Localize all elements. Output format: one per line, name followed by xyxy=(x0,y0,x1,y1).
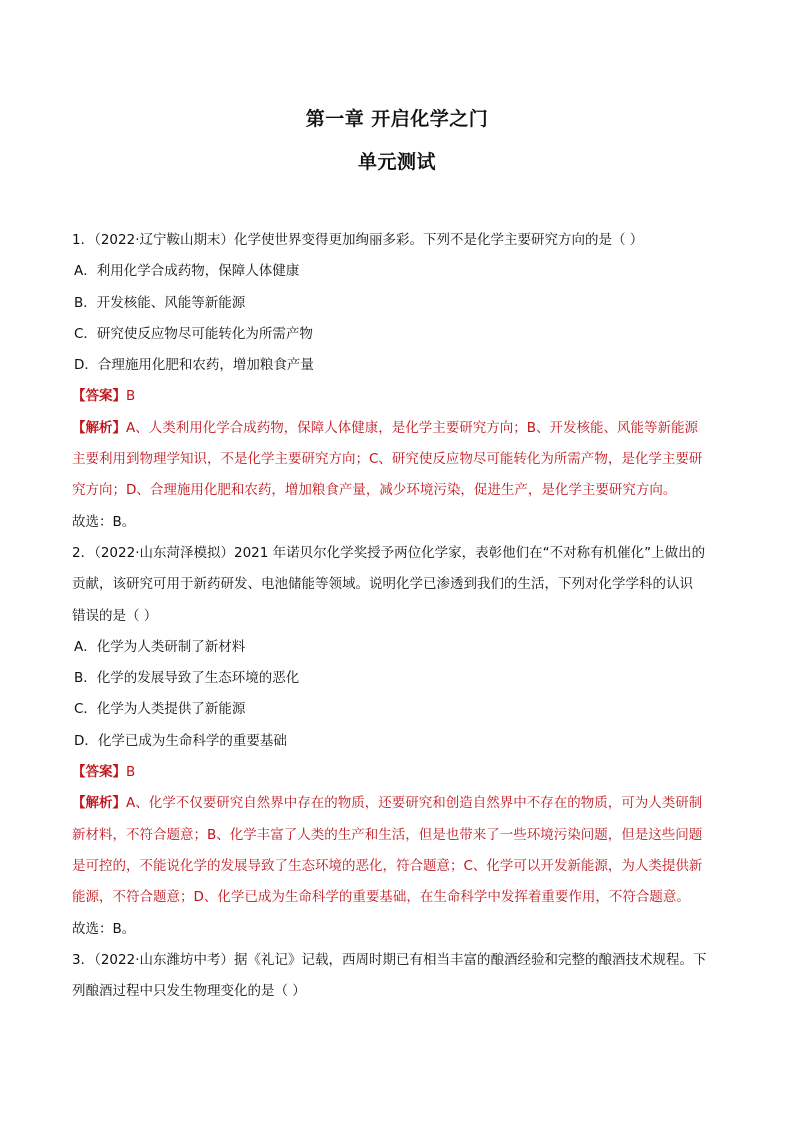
question-3-stem-line-2: 列酿酒过程中只发生物理变化的是（ ） xyxy=(72,983,306,1000)
question-1-analysis-line-2: 主要利用到物理学知识，不是化学主要研究方向；C、研究使反应物尽可能转化为所需产物，是化学主要研 xyxy=(72,451,703,468)
document-body xyxy=(72,225,724,1007)
question-1-analysis-line-1 xyxy=(72,413,724,444)
analysis-tag: 【解析】 xyxy=(72,419,126,436)
question-2-analysis-line-1 xyxy=(72,788,724,819)
question-2-analysis-line-4: 能源，不符合题意；D、化学已成为生命科学的重要基础，在生命科学中发挥着重要作用，不符合题意。 xyxy=(72,889,690,906)
question-1-stem: 1．（2022·辽宁鞍山期末）化学使世界变得更加绚丽多彩。下列不是化学主要研究方向的是（ ） xyxy=(72,232,644,248)
question-2-analysis-line-3: 是可控的，不能说化学的发展导致了生态环境的恶化，符合题意；C、化学可以开发新能源，为人类提供新 xyxy=(72,857,703,874)
question-2-stem-line-1: 2．（2022·山东菏泽模拟）2021 年诺贝尔化学奖授予两位化学家，表彰他们在“不对称有机催化”上做出的 xyxy=(72,544,706,561)
page-subtitle: 单元测试 xyxy=(357,151,436,173)
analysis-tag: 【解析】 xyxy=(72,795,126,812)
question-2-option-d: D．化学已成为生命科学的重要基础 xyxy=(74,732,287,749)
question-2-choice: 故选：B。 xyxy=(72,920,136,937)
page-title: 第一章 开启化学之门 xyxy=(305,108,489,130)
question-2-option-b: B．化学的发展导致了生态环境的恶化 xyxy=(74,670,300,687)
question-1-option-d: D．合理施用化肥和农药，增加粮食产量 xyxy=(74,357,314,374)
question-1-option-c: C．研究使反应物尽可能转化为所需产物 xyxy=(74,325,313,342)
question-1-option-b: B．开发核能、风能等新能源 xyxy=(74,294,246,311)
analysis-text: A、人类利用化学合成药物，保障人体健康，是化学主要研究方向；B、开发核能、风能等新能源 xyxy=(126,419,698,436)
question-2-option-c: C．化学为人类提供了新能源 xyxy=(74,701,246,718)
question-1-choice: 故选：B。 xyxy=(72,513,136,530)
question-1-analysis-line-3: 究方向；D、合理施用化肥和农药，增加粮食产量，减少环境污染，促进生产，是化学主要研究方向。 xyxy=(72,482,677,499)
answer-value: B xyxy=(126,764,136,781)
question-3-stem-line-1: 3．（2022·山东潍坊中考）据《礼记》记载，西周时期已有相当丰富的酿酒经验和完整的酿酒技术规程。下 xyxy=(72,951,707,968)
question-2-analysis-line-2: 新材料，不符合题意；B、化学丰富了人类的生产和生活，但是也带来了一些环境污染问题，但是这些问题 xyxy=(72,826,703,843)
question-2-stem-line-2: 贡献，该研究可用于新药研发、电池储能等领域。说明化学已渗透到我们的生活，下列对化学学科的认识 xyxy=(72,576,693,593)
answer-tag: 【答案】 xyxy=(72,388,126,405)
question-2-stem-line-3: 错误的是（ ） xyxy=(72,607,158,624)
question-2-answer xyxy=(72,757,724,788)
question-1-option-a: A．利用化学合成药物，保障人体健康 xyxy=(74,263,300,280)
answer-tag: 【答案】 xyxy=(72,764,126,781)
question-2-option-a: A．化学为人类研制了新材料 xyxy=(74,638,246,655)
question-1-answer xyxy=(72,381,724,412)
answer-value: B xyxy=(126,388,136,405)
analysis-text: A、化学不仅要研究自然界中存在的物质，还要研究和创造自然界中不存在的物质，可为人类研制 xyxy=(126,795,703,812)
